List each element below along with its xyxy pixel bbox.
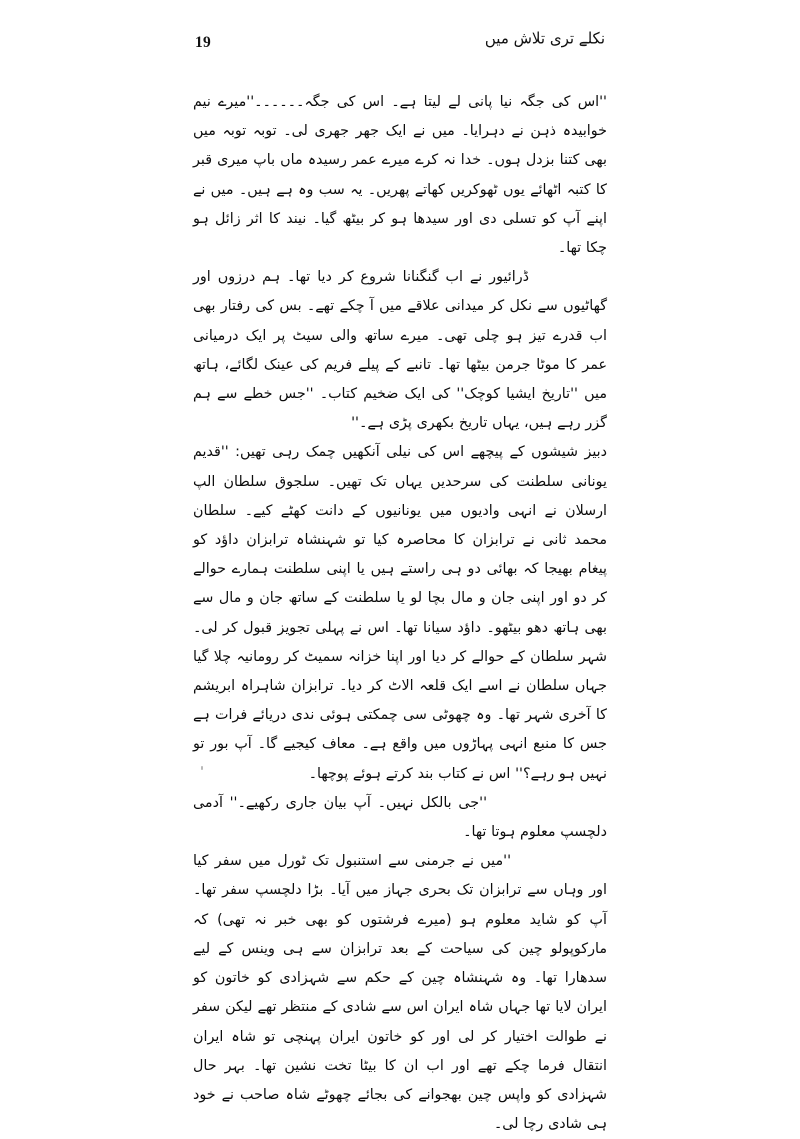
paragraph-dialogue: ''جی بالکل نہیں۔ آپ بیان جاری رکھیے۔'' آدمی دلچسپ معلوم ہوتا تھا۔ (193, 794, 607, 841)
book-title: نکلے تری تلاش میں (484, 28, 605, 48)
paragraph: ''اس کی جگہ نیا پانی لے لیتا ہے۔ اس کی جگہ۔۔۔۔۔۔''میرے نیم خوابیدہ ذہن نے دہرایا۔ میں نے ایک جھر جھری لی۔ توبہ توبہ میں بھی کتنا بزدل ہوں۔ خدا نہ کرے میرے عمر رسیدہ ماں باپ میری قبر کا کتبہ اٹھائے یوں ٹھوکریں کھاتے پھریں۔ یہ سب وہ ہے ہیں۔ میں نے اپنے آپ کو تسلی دی اور سیدھا ہو کر بیٹھ گیا۔ نیند کا اثر زائل ہو چکا تھا۔ (193, 94, 607, 257)
page-number: 19 (195, 34, 212, 51)
paragraph-dialogue: ''میں نے جرمنی سے استنبول تک ٹورل میں سفر کیا اور وہاں سے ترابزان تک بحری جہاز میں آیا۔ بڑا دلچسپ سفر تھا۔ آپ کو شاید معلوم ہو (میرے فرشتوں کو بھی خبر نہ تھی) کہ مارکوپولو چین کی سیاحت کے بعد ترابزان سے ہی وینس کے لیے سدھارا تھا۔ وہ شہنشاہ چین کے حکم سے شہزادی کو خاتون کو ایران لایا تھا جہاں شاہ ایران اس سے شادی کے منتظر تھے لیکن سفر نے طوالت اختیار کر لی اور کو خاتون ایران پہنچی تو شاہ ایران انتقال فرما چکے تھے اور اب ان کا بیٹا تخت نشین تھا۔ بہر حال شہزادی کو واپس چین بھجوانے کی بجائے چھوٹے شاہ صاحب نے خود ہی شادی رچا لی۔ (193, 853, 607, 1133)
scan-artifact-speck (201, 766, 203, 770)
paragraph: ڈرائیور نے اب گنگنانا شروع کر دیا تھا۔ ہم درزوں اور گھاٹیوں سے نکل کر میدانی علاقے میں آ چکے تھے۔ بس کی رفتار بھی اب قدرے تیز ہو چلی تھی۔ میرے ساتھ والی سیٹ پر ایک درمیانی عمر کا موٹا جرمن بیٹھا تھا۔ تانبے کے پیلے فریم کی عینک لگائے، ہاتھ میں ''تاریخ ایشیا کوچک'' کی ایک ضخیم کتاب۔ ''جس خطے سے ہم گزر رہے ہیں، یہاں تاریخ بکھری پڑی ہے۔'' (193, 269, 607, 432)
body-text-block (193, 88, 607, 1139)
running-header (195, 30, 605, 60)
paragraph: دبیز شیشوں کے پیچھے اس کی نیلی آنکھیں چمک رہی تھیں: ''قدیم یونانی سلطنت کی سرحدیں یہاں تک تھیں۔ سلجوق سلطان الپ ارسلان نے انہی وادیوں میں یونانیوں کے دانت کھٹے کیے۔ سلطان محمد ثانی نے ترابزان کا محاصرہ کیا تو شہنشاہ ترابزان داؤد کو پیغام بھیجا کہ بھائی دو ہی راستے ہیں یا اپنی سلطنت ہمارے حوالے کر دو اور اپنی جان و مال بچا لو یا سلطنت کے ساتھ جان و مال سے بھی ہاتھ دھو بیٹھو۔ داؤد سیانا تھا۔ اس نے پہلی تجویز قبول کر لی۔ شہر سلطان کے حوالے کر دیا اور اپنا خزانہ سمیٹ کر رومانیہ چلا گیا جہاں سلطان نے اسے ایک قلعہ الاٹ کر دیا۔ ترابزان شاہراہ ابریشم کا آخری شہر تھا۔ وہ چھوٹی سی چمکتی ہوئی ندی دریائے فرات ہے جس کا منبع انہی پہاڑوں میں واقع ہے۔ معاف کیجیے گا۔ آپ بور تو نہیں ہو رہے؟'' اس نے کتاب بند کرتے ہوئے پوچھا۔ (193, 444, 607, 782)
